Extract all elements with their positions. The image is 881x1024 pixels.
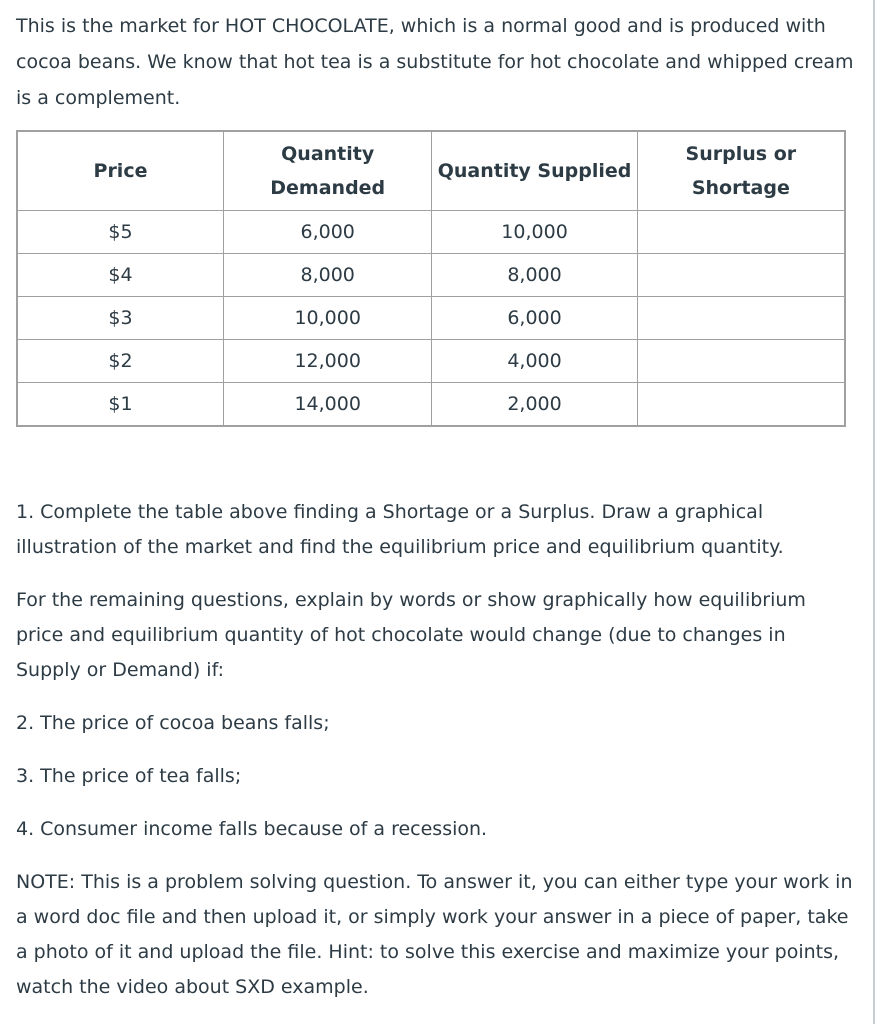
cell-quantity-supplied: 10,000 — [432, 211, 637, 254]
cell-surplus-or-shortage — [637, 340, 845, 383]
table-row — [17, 383, 845, 427]
cell-price: $3 — [17, 297, 224, 340]
cell-surplus-or-shortage — [637, 254, 845, 297]
cell-surplus-or-shortage — [637, 211, 845, 254]
remaining-questions-intro: For the remaining questions, explain by words or show graphically how equilibrium price and equilibrium quantity of hot chocolate would change (due to changes in Supply or Demand) if: — [16, 589, 806, 681]
header-quantity-demanded-line1: Quantity — [281, 143, 375, 165]
cell-quantity-supplied: 2,000 — [432, 383, 637, 427]
cell-quantity-supplied: 8,000 — [432, 254, 637, 297]
header-quantity-demanded-line2: Demanded — [270, 177, 386, 199]
table-row — [17, 254, 845, 297]
header-surplus-line1: Surplus or — [685, 143, 797, 165]
cell-quantity-demanded: 6,000 — [224, 211, 432, 254]
cell-quantity-demanded: 14,000 — [224, 383, 432, 427]
cell-quantity-demanded: 8,000 — [224, 254, 432, 297]
cell-price: $1 — [17, 383, 224, 427]
header-quantity-demanded — [224, 131, 432, 211]
cell-surplus-or-shortage — [637, 297, 845, 340]
cell-price: $5 — [17, 211, 224, 254]
question-1: 1. Complete the table above finding a Shortage or a Surplus. Draw a graphical illustration of the market and find the equilibrium price and equilibrium quantity. — [16, 501, 784, 558]
cell-price: $4 — [17, 254, 224, 297]
cell-surplus-or-shortage — [637, 383, 845, 427]
header-quantity-supplied: Quantity Supplied — [432, 131, 637, 211]
table-row — [17, 297, 845, 340]
question-2: 2. The price of cocoa beans falls; — [16, 712, 330, 734]
intro-paragraph: This is the market for HOT CHOCOLATE, which is a normal good and is produced with cocoa beans. We know that hot tea is a substitute for hot chocolate and whipped cream is a complement. — [16, 15, 854, 109]
question-3: 3. The price of tea falls; — [16, 765, 242, 787]
question-4: 4. Consumer income falls because of a recession. — [16, 818, 488, 840]
table-row — [17, 340, 845, 383]
header-surplus-or-shortage — [637, 131, 845, 211]
cell-quantity-demanded: 12,000 — [224, 340, 432, 383]
questions-section — [16, 495, 856, 1023]
cell-quantity-supplied: 4,000 — [432, 340, 637, 383]
cell-quantity-supplied: 6,000 — [432, 297, 637, 340]
header-surplus-line2: Shortage — [691, 177, 790, 199]
market-table — [16, 130, 846, 427]
cell-quantity-demanded: 10,000 — [224, 297, 432, 340]
header-price: Price — [17, 131, 224, 211]
cell-price: $2 — [17, 340, 224, 383]
table-header-row — [17, 131, 845, 211]
note-paragraph: NOTE: This is a problem solving question. To answer it, you can either type your work in a word doc file and then upload it, or simply work your answer in a piece of paper, take a photo of it and upload the file. Hint: to solve this exercise and maximize your points, watch the video about SXD example. — [16, 871, 853, 998]
table-row — [17, 211, 845, 254]
